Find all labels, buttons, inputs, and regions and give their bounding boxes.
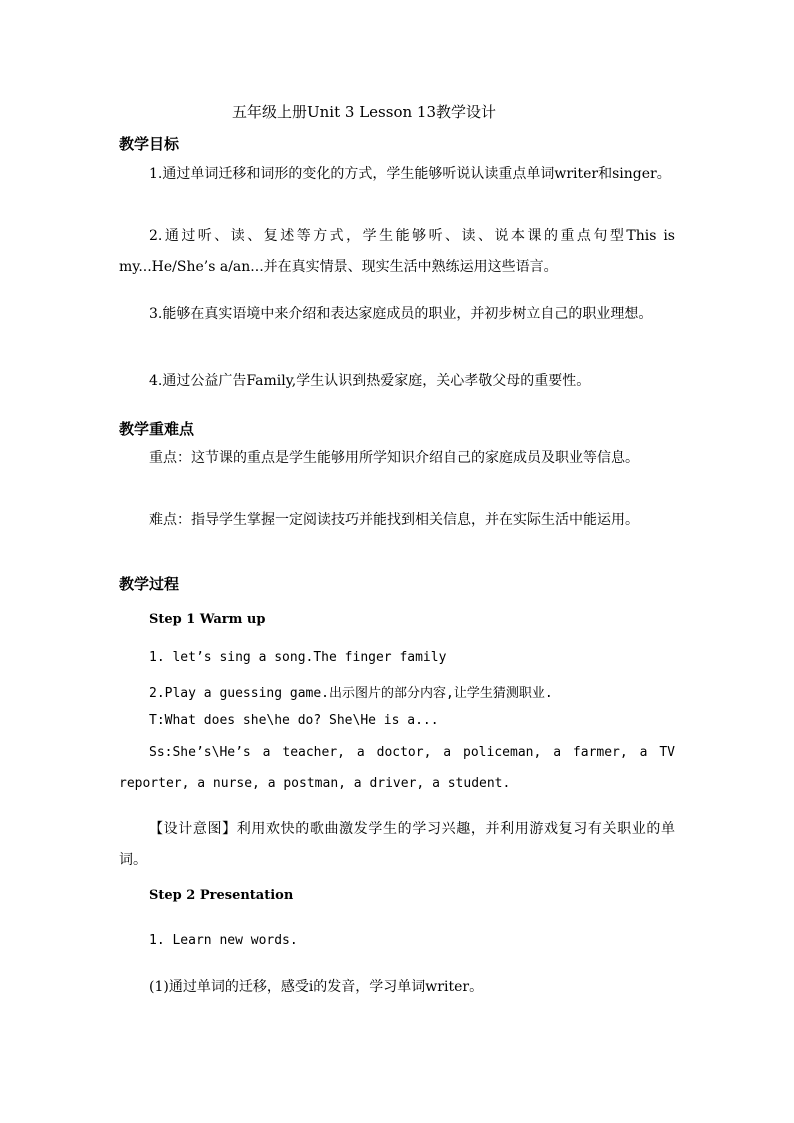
step1-line-4: Ss:She’s\He’s a teacher, a doctor, a policeman, a farmer, a TV reporter, a nurse, a postman, a driver, a student. bbox=[119, 745, 675, 791]
page-title: 五年级上册Unit 3 Lesson 13教学设计 bbox=[232, 103, 496, 121]
key-point-focus: 重点：这节课的重点是学生能够用所学知识介绍自己的家庭成员及职业等信息。 bbox=[149, 450, 639, 466]
step2-line-2: (1)通过单词的迁移，感受i的发音，学习单词writer。 bbox=[149, 979, 484, 995]
objective-1: 1.通过单词迁移和词形的变化的方式，学生能够听说认读重点单词writer和singer。 bbox=[149, 166, 671, 182]
step1-line-2: 2.Play a guessing game.出示图片的部分内容,让学生猜测职业. bbox=[149, 686, 553, 701]
objective-4: 4.通过公益广告Family,学生认识到热爱家庭，关心孝敬父母的重要性。 bbox=[149, 373, 591, 389]
step2-title: Step 2 Presentation bbox=[149, 888, 294, 903]
objective-2: 2.通过听、读、复述等方式，学生能够听、读、说本课的重点句型This is my...He/She’s a/an...并在真实情景、现实生活中熟练运用这些语言。 bbox=[119, 228, 675, 275]
key-point-difficulty: 难点：指导学生掌握一定阅读技巧并能找到相关信息，并在实际生活中能运用。 bbox=[149, 512, 639, 528]
step1-design-intent: 【设计意图】利用欢快的歌曲激发学生的学习兴趣，并利用游戏复习有关职业的单词。 bbox=[119, 821, 675, 868]
step1-line-1: 1. let’s sing a song.The finger family bbox=[149, 650, 447, 665]
step2-line-1: 1. Learn new words. bbox=[149, 933, 298, 948]
heading-key-points: 教学重难点 bbox=[119, 420, 195, 438]
step1-line-3: T:What does she\he do? She\He is a... bbox=[149, 713, 439, 728]
heading-process: 教学过程 bbox=[119, 575, 180, 593]
step1-title: Step 1 Warm up bbox=[149, 612, 266, 627]
objective-3: 3.能够在真实语境中来介绍和表达家庭成员的职业，并初步树立自己的职业理想。 bbox=[149, 306, 653, 322]
heading-objectives: 教学目标 bbox=[119, 135, 180, 153]
